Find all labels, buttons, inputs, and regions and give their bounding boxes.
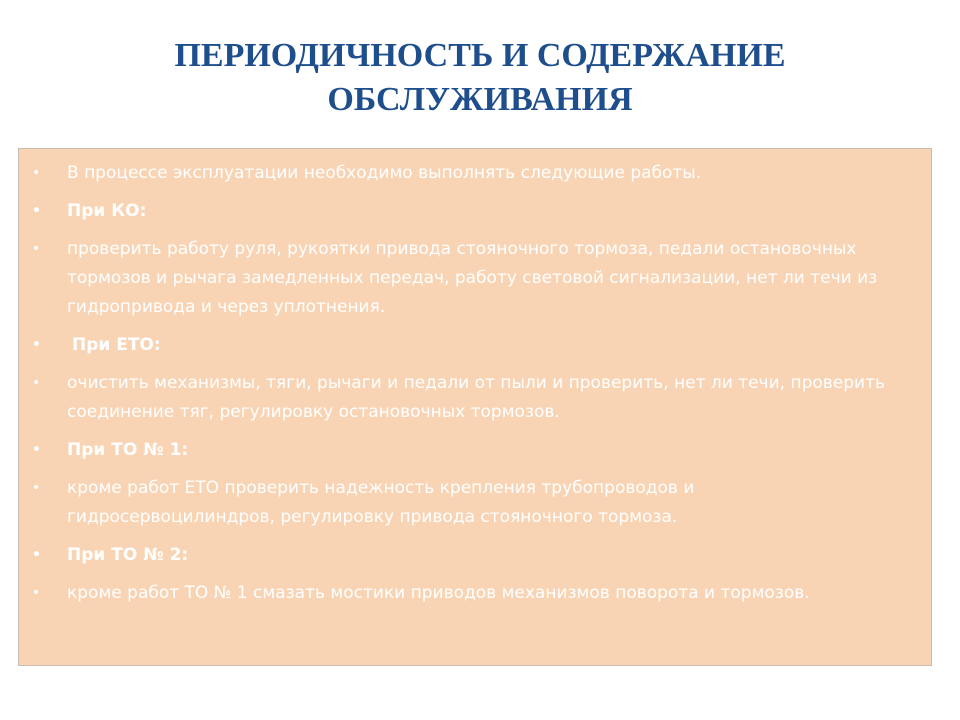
slide-title	[0, 34, 960, 122]
list-item-intro	[19, 159, 901, 188]
list-item-heading-ko	[19, 197, 901, 226]
list-item-text: проверить работу руля, рукоятки привода стояночного тормоза, педали остановочных тормозов и рычага замедленных передач, работу световой сигнализации, нет ли течи из гидропривода и через уплотнения.	[67, 239, 878, 317]
bullet-marker: •	[32, 337, 41, 353]
list-item-eto-tasks	[19, 369, 901, 427]
list-item-text: кроме работ ЕТО проверить надежность крепления трубопроводов и гидросервоцилиндров, регулировку привода стояночного тормоза.	[67, 478, 695, 527]
list-item-heading-eto	[19, 331, 901, 360]
list-item-ko-tasks	[19, 235, 901, 322]
slide-title-line1: ПЕРИОДИЧНОСТЬ И СОДЕРЖАНИЕ	[174, 37, 786, 74]
bullet-marker: •	[32, 585, 41, 601]
slide-title-line2: ОБСЛУЖИВАНИЯ	[327, 81, 633, 118]
bullet-marker: •	[32, 241, 41, 257]
list-item-text: кроме работ ТО № 1 смазать мостики приводов механизмов поворота и тормозов.	[67, 583, 810, 603]
bullet-marker: •	[32, 203, 41, 219]
list-item-text: При ЕТО:	[72, 335, 161, 355]
list-item-to2-tasks	[19, 579, 901, 608]
bullet-marker: •	[32, 547, 41, 563]
bullet-marker: •	[32, 165, 41, 181]
bullet-marker: •	[32, 480, 41, 496]
list-item-to1-tasks	[19, 474, 901, 532]
content-box	[18, 148, 932, 666]
list-item-text: При КО:	[67, 201, 147, 221]
bullet-marker: •	[32, 442, 41, 458]
list-item-text: При ТО № 2:	[67, 545, 189, 565]
list-item-heading-to2	[19, 541, 901, 570]
list-item-heading-to1	[19, 436, 901, 465]
bullet-marker: •	[32, 375, 41, 391]
list-item-text: В процессе эксплуатации необходимо выполнять следующие работы.	[67, 163, 702, 183]
bullet-list	[19, 149, 931, 608]
list-item-text: очистить механизмы, тяги, рычаги и педали от пыли и проверить, нет ли течи, проверить соединение тяг, регулировку остановочных тормозов.	[67, 373, 886, 422]
list-item-text: При ТО № 1:	[67, 440, 189, 460]
